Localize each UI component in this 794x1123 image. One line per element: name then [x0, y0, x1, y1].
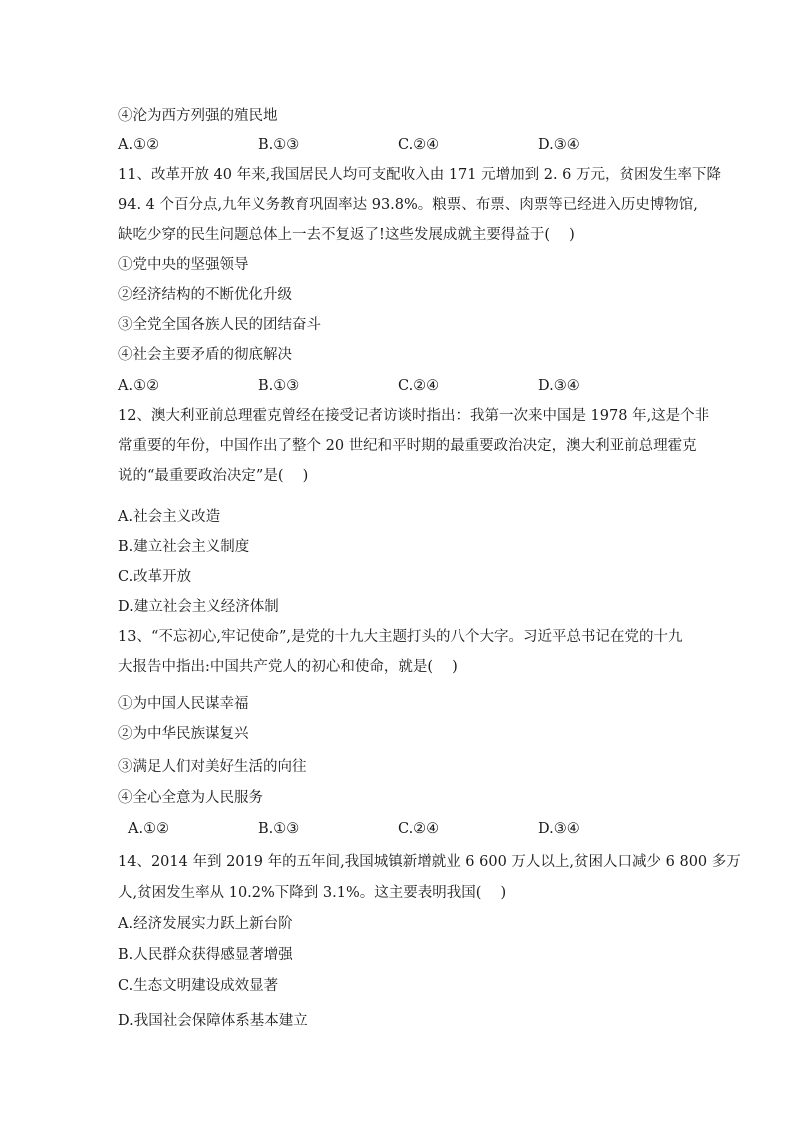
q10-item-4: ④沦为西方列强的殖民地: [118, 108, 278, 124]
q14-option-a: A.经济发展实力跃上新台阶: [118, 916, 293, 932]
q13-stem-line-1: 13、“不忘初心,牢记使命”,是党的十九大主题打头的八个大字。习近平总书记在党的十九: [118, 629, 683, 645]
q14-stem-line-1: 14、2014 年到 2019 年的五年间,我国城镇新增就业 6 600 万人以上,贫困人口减少 6 800 多万: [118, 854, 741, 870]
q12-option-c: C.改革开放: [118, 569, 192, 585]
q13-stem-line-2: 大报告中指出:中国共产党人的初心和使命，就是( ): [118, 659, 458, 675]
q14-option-b: B.人民群众获得感显著增强: [118, 947, 293, 963]
q10-option-b: B.①③: [258, 137, 300, 153]
q12-stem-line-1: 12、澳大利亚前总理霍克曾经在接受记者访谈时指出：我第一次来中国是 1978 年,这是个非: [118, 408, 710, 424]
q11-options: [118, 377, 678, 395]
q11-item-1: ①党中央的坚强领导: [118, 257, 249, 273]
q10-options: [118, 136, 678, 154]
q13-item-1: ①为中国人民谋幸福: [118, 696, 249, 712]
q12-stem-line-2: 常重要的年份，中国作出了整个 20 世纪和平时期的最重要政治决定，澳大利亚前总理霍克: [118, 438, 697, 454]
q11-option-d: D.③④: [538, 378, 580, 394]
q14-option-d: D.我国社会保障体系基本建立: [118, 1013, 308, 1029]
q13-option-d: D.③④: [538, 821, 580, 837]
q10-option-c: C.②④: [398, 137, 440, 153]
q13-option-b: B.①③: [258, 821, 300, 837]
q13-option-c: C.②④: [398, 821, 440, 837]
q11-stem-line-1: 11、改革开放 40 年来,我国居民人均可支配收入由 171 元增加到 2. 6 万元，贫困发生率下降: [118, 167, 722, 183]
q11-item-3: ③全党全国各族人民的团结奋斗: [118, 317, 321, 333]
q12-stem-line-3: 说的“最重要政治决定”是( ): [118, 468, 309, 484]
q13-item-3: ③满足人们对美好生活的向往: [118, 759, 307, 775]
q11-option-c: C.②④: [398, 378, 440, 394]
q11-option-b: B.①③: [258, 378, 300, 394]
q11-stem-line-3: 缺吃少穿的民生问题总体上一去不复返了!这些发展成就主要得益于( ): [118, 227, 575, 243]
q10-option-a: A.①②: [118, 137, 160, 153]
q12-option-a: A.社会主义改造: [118, 509, 221, 525]
q14-stem-line-2: 人,贫困发生率从 10.2%下降到 3.1%。这主要表明我国( ): [118, 885, 507, 901]
q13-options: [118, 820, 678, 838]
q11-item-4: ④社会主要矛盾的彻底解决: [118, 347, 292, 363]
q12-option-d: D.建立社会主义经济体制: [118, 599, 279, 615]
q13-item-2: ②为中华民族谋复兴: [118, 726, 249, 742]
q11-option-a: A.①②: [118, 378, 160, 394]
q11-item-2: ②经济结构的不断优化升级: [118, 287, 292, 303]
q12-option-b: B.建立社会主义制度: [118, 539, 250, 555]
q13-option-a: A.①②: [128, 821, 170, 837]
q14-option-c: C.生态文明建设成效显著: [118, 978, 279, 994]
q10-option-d: D.③④: [538, 137, 580, 153]
q13-item-4: ④全心全意为人民服务: [118, 790, 263, 806]
q11-stem-line-2: 94. 4 个百分点,九年义务教育巩固率达 93.8%。粮票、布票、肉票等已经进入历史博物馆,: [118, 197, 698, 213]
